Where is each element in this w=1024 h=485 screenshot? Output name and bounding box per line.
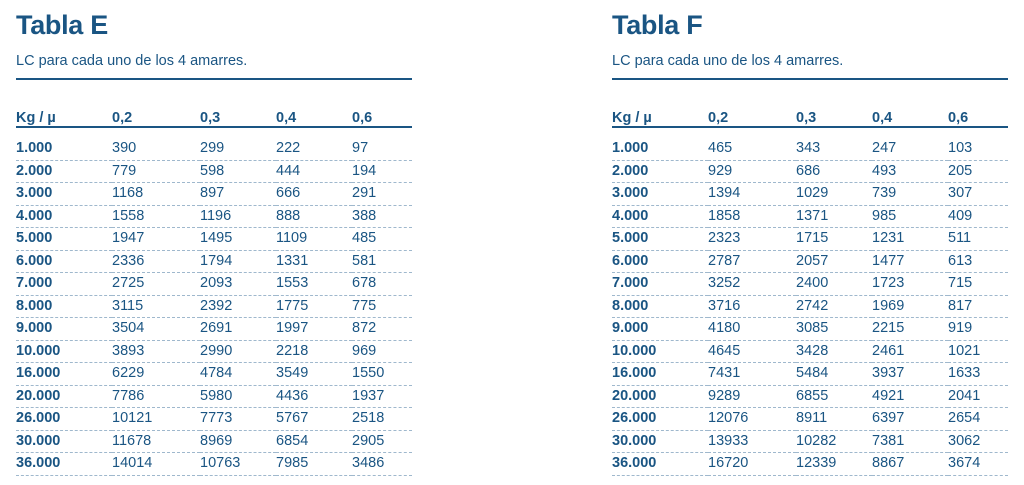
cell-04: 1969 <box>872 295 948 318</box>
table-row <box>16 453 412 476</box>
table-row <box>612 205 1008 228</box>
data-table-e <box>16 80 412 476</box>
cell-02: 7431 <box>708 363 796 386</box>
cell-06: 3486 <box>352 453 412 476</box>
cell-02: 1858 <box>708 205 796 228</box>
column-header-02: 0,2 <box>112 110 133 127</box>
table-row <box>612 183 1008 206</box>
cell-02: 779 <box>112 160 200 183</box>
cell-03: 12339 <box>796 453 872 476</box>
cell-06: 775 <box>352 295 412 318</box>
column-header-kg: Kg / µ <box>16 110 56 127</box>
header-spacer-e <box>16 128 412 138</box>
cell-04: 2218 <box>276 340 352 363</box>
cell-04: 2461 <box>872 340 948 363</box>
cell-kg: 4.000 <box>612 205 708 228</box>
table-header-row-f <box>612 80 1008 126</box>
cell-06: 485 <box>352 228 412 251</box>
table-row <box>16 205 412 228</box>
table-row <box>612 273 1008 296</box>
table-row <box>612 340 1008 363</box>
cell-kg: 8.000 <box>612 295 708 318</box>
table-row <box>16 160 412 183</box>
column-header-kg: Kg / µ <box>612 110 652 127</box>
cell-kg: 7.000 <box>612 273 708 296</box>
cell-03: 3085 <box>796 318 872 341</box>
cell-kg: 30.000 <box>16 430 112 453</box>
cell-02: 1168 <box>112 183 200 206</box>
cell-04: 739 <box>872 183 948 206</box>
cell-02: 2336 <box>112 250 200 273</box>
table-body-e <box>16 138 412 475</box>
cell-03: 1371 <box>796 205 872 228</box>
cell-kg: 10.000 <box>612 340 708 363</box>
cell-06: 872 <box>352 318 412 341</box>
cell-kg: 2.000 <box>16 160 112 183</box>
table-row <box>16 430 412 453</box>
table-row <box>612 295 1008 318</box>
cell-06: 2518 <box>352 408 412 431</box>
cell-04: 6397 <box>872 408 948 431</box>
table-row <box>612 228 1008 251</box>
cell-06: 2654 <box>948 408 1008 431</box>
table-row <box>16 318 412 341</box>
cell-04: 444 <box>276 160 352 183</box>
cell-kg: 16.000 <box>612 363 708 386</box>
cell-03: 4784 <box>200 363 276 386</box>
table-row <box>16 363 412 386</box>
table-row <box>16 273 412 296</box>
cell-02: 10121 <box>112 408 200 431</box>
cell-03: 1715 <box>796 228 872 251</box>
cell-kg: 1.000 <box>612 138 708 160</box>
cell-02: 3716 <box>708 295 796 318</box>
column-header-02: 0,2 <box>708 110 729 127</box>
cell-kg: 5.000 <box>612 228 708 251</box>
cell-02: 390 <box>112 138 200 160</box>
table-block-f <box>512 0 1024 485</box>
column-header-06: 0,6 <box>352 110 373 127</box>
cell-06: 205 <box>948 160 1008 183</box>
cell-04: 247 <box>872 138 948 160</box>
cell-kg: 9.000 <box>612 318 708 341</box>
cell-06: 194 <box>352 160 412 183</box>
cell-03: 2691 <box>200 318 276 341</box>
cell-kg: 26.000 <box>612 408 708 431</box>
cell-04: 888 <box>276 205 352 228</box>
cell-06: 103 <box>948 138 1008 160</box>
column-header-03: 0,3 <box>796 110 817 127</box>
cell-03: 5980 <box>200 385 276 408</box>
table-row <box>16 183 412 206</box>
cell-03: 2392 <box>200 295 276 318</box>
cell-kg: 6.000 <box>612 250 708 273</box>
cell-04: 8867 <box>872 453 948 476</box>
cell-06: 613 <box>948 250 1008 273</box>
cell-06: 581 <box>352 250 412 273</box>
cell-02: 2787 <box>708 250 796 273</box>
cell-06: 1550 <box>352 363 412 386</box>
cell-02: 2323 <box>708 228 796 251</box>
cell-kg: 2.000 <box>612 160 708 183</box>
cell-04: 2215 <box>872 318 948 341</box>
table-row <box>16 340 412 363</box>
cell-04: 666 <box>276 183 352 206</box>
table-row <box>612 385 1008 408</box>
cell-kg: 9.000 <box>16 318 112 341</box>
table-row <box>612 160 1008 183</box>
cell-02: 6229 <box>112 363 200 386</box>
cell-06: 2905 <box>352 430 412 453</box>
cell-02: 1558 <box>112 205 200 228</box>
cell-06: 511 <box>948 228 1008 251</box>
cell-04: 3937 <box>872 363 948 386</box>
table-row <box>612 430 1008 453</box>
cell-kg: 3.000 <box>612 183 708 206</box>
cell-02: 3893 <box>112 340 200 363</box>
cell-03: 1196 <box>200 205 276 228</box>
cell-kg: 10.000 <box>16 340 112 363</box>
cell-06: 291 <box>352 183 412 206</box>
cell-02: 1947 <box>112 228 200 251</box>
cell-04: 7985 <box>276 453 352 476</box>
table-body-f <box>612 138 1008 475</box>
table-row <box>612 453 1008 476</box>
cell-03: 299 <box>200 138 276 160</box>
cell-04: 1331 <box>276 250 352 273</box>
cell-03: 10763 <box>200 453 276 476</box>
header-spacer-f <box>612 128 1008 138</box>
cell-04: 493 <box>872 160 948 183</box>
cell-kg: 36.000 <box>612 453 708 476</box>
cell-04: 6854 <box>276 430 352 453</box>
cell-06: 817 <box>948 295 1008 318</box>
cell-04: 1477 <box>872 250 948 273</box>
cell-04: 1231 <box>872 228 948 251</box>
column-header-06: 0,6 <box>948 110 969 127</box>
cell-03: 686 <box>796 160 872 183</box>
cell-02: 11678 <box>112 430 200 453</box>
cell-06: 678 <box>352 273 412 296</box>
cell-06: 2041 <box>948 385 1008 408</box>
cell-02: 929 <box>708 160 796 183</box>
cell-kg: 6.000 <box>16 250 112 273</box>
cell-kg: 4.000 <box>16 205 112 228</box>
table-row <box>16 408 412 431</box>
cell-04: 5767 <box>276 408 352 431</box>
column-header-03: 0,3 <box>200 110 221 127</box>
cell-06: 307 <box>948 183 1008 206</box>
cell-kg: 26.000 <box>16 408 112 431</box>
cell-03: 897 <box>200 183 276 206</box>
cell-04: 4436 <box>276 385 352 408</box>
cell-03: 6855 <box>796 385 872 408</box>
cell-03: 2990 <box>200 340 276 363</box>
cell-06: 1021 <box>948 340 1008 363</box>
cell-03: 2400 <box>796 273 872 296</box>
cell-04: 4921 <box>872 385 948 408</box>
cell-02: 465 <box>708 138 796 160</box>
cell-04: 7381 <box>872 430 948 453</box>
table-subtitle-e: LC para cada uno de los 4 amarres. <box>16 53 248 69</box>
cell-02: 7786 <box>112 385 200 408</box>
cell-03: 7773 <box>200 408 276 431</box>
cell-02: 3504 <box>112 318 200 341</box>
cell-02: 9289 <box>708 385 796 408</box>
cell-04: 1997 <box>276 318 352 341</box>
cell-04: 1553 <box>276 273 352 296</box>
cell-03: 598 <box>200 160 276 183</box>
cell-kg: 20.000 <box>612 385 708 408</box>
cell-04: 3549 <box>276 363 352 386</box>
table-row <box>612 318 1008 341</box>
cell-04: 222 <box>276 138 352 160</box>
cell-04: 1109 <box>276 228 352 251</box>
cell-06: 919 <box>948 318 1008 341</box>
cell-03: 1029 <box>796 183 872 206</box>
cell-03: 5484 <box>796 363 872 386</box>
table-header-row-e <box>16 80 412 126</box>
table-row <box>16 295 412 318</box>
header-spacer-cell-f <box>612 128 1008 138</box>
cell-04: 985 <box>872 205 948 228</box>
cell-03: 2093 <box>200 273 276 296</box>
cell-kg: 36.000 <box>16 453 112 476</box>
cell-02: 12076 <box>708 408 796 431</box>
cell-06: 3062 <box>948 430 1008 453</box>
cell-03: 8911 <box>796 408 872 431</box>
cell-02: 4645 <box>708 340 796 363</box>
cell-02: 16720 <box>708 453 796 476</box>
cell-03: 2057 <box>796 250 872 273</box>
data-table-f <box>612 80 1008 476</box>
cell-06: 388 <box>352 205 412 228</box>
cell-kg: 7.000 <box>16 273 112 296</box>
cell-kg: 20.000 <box>16 385 112 408</box>
table-subtitle-f: LC para cada uno de los 4 amarres. <box>612 53 844 69</box>
cell-06: 1937 <box>352 385 412 408</box>
cell-06: 1633 <box>948 363 1008 386</box>
table-title-e: Tabla E <box>16 10 108 40</box>
table-row <box>612 363 1008 386</box>
cell-02: 3115 <box>112 295 200 318</box>
cell-04: 1775 <box>276 295 352 318</box>
cell-03: 10282 <box>796 430 872 453</box>
table-title-f: Tabla F <box>612 10 703 40</box>
cell-kg: 5.000 <box>16 228 112 251</box>
cell-02: 14014 <box>112 453 200 476</box>
cell-03: 1495 <box>200 228 276 251</box>
table-row <box>612 138 1008 160</box>
table-row <box>612 408 1008 431</box>
cell-kg: 3.000 <box>16 183 112 206</box>
cell-03: 343 <box>796 138 872 160</box>
cell-06: 97 <box>352 138 412 160</box>
table-row <box>16 250 412 273</box>
cell-02: 13933 <box>708 430 796 453</box>
cell-03: 3428 <box>796 340 872 363</box>
cell-02: 2725 <box>112 273 200 296</box>
table-row <box>16 138 412 160</box>
cell-kg: 8.000 <box>16 295 112 318</box>
column-header-04: 0,4 <box>872 110 893 127</box>
cell-kg: 30.000 <box>612 430 708 453</box>
cell-02: 4180 <box>708 318 796 341</box>
cell-04: 1723 <box>872 273 948 296</box>
table-row <box>612 250 1008 273</box>
table-row <box>16 385 412 408</box>
cell-kg: 16.000 <box>16 363 112 386</box>
table-row <box>16 228 412 251</box>
column-header-04: 0,4 <box>276 110 297 127</box>
cell-06: 715 <box>948 273 1008 296</box>
cell-02: 1394 <box>708 183 796 206</box>
cell-03: 8969 <box>200 430 276 453</box>
cell-03: 1794 <box>200 250 276 273</box>
cell-02: 3252 <box>708 273 796 296</box>
cell-03: 2742 <box>796 295 872 318</box>
cell-06: 3674 <box>948 453 1008 476</box>
cell-06: 409 <box>948 205 1008 228</box>
cell-kg: 1.000 <box>16 138 112 160</box>
header-spacer-cell-e <box>16 128 412 138</box>
cell-06: 969 <box>352 340 412 363</box>
